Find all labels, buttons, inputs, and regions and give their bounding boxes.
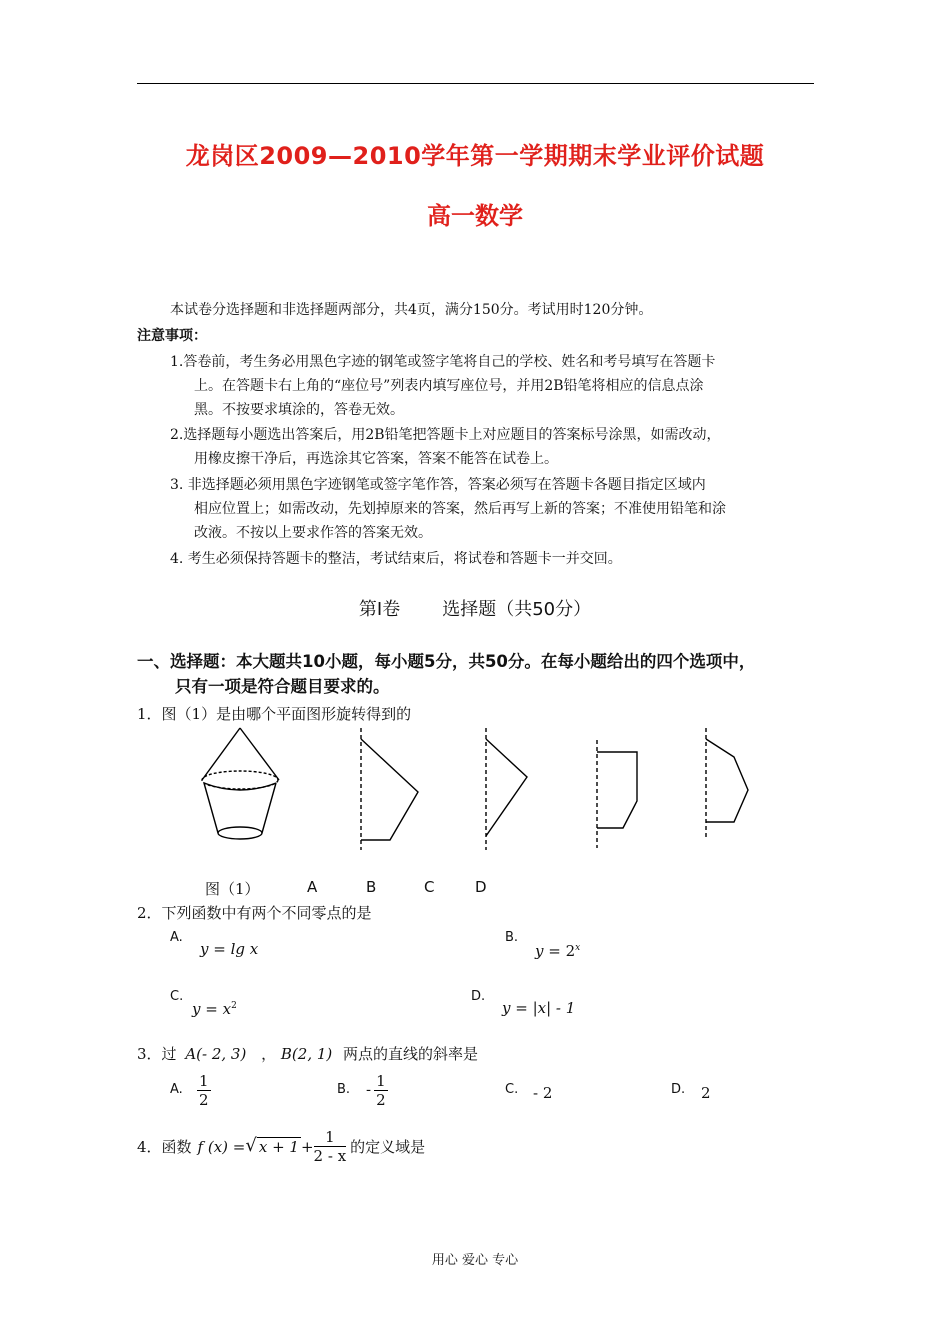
q2-option-b-formula [535,942,580,960]
fraction [197,1072,211,1109]
q3-option-a-label: A. [170,1082,183,1097]
formula-base: x [222,1000,232,1018]
q2-option-d-label: D. [471,989,486,1004]
q3-prefix: 3．过 [137,1045,177,1063]
notice-item-3-line-1: 3. 非选择题必须用黑色字迹钢笔或签字笔作答，答案必须写在答题卡各题目指定区域内 [170,477,706,493]
solid-figure-1 [202,728,279,839]
exam-title: 龙岗区2009—2010学年第一学期期末学业评价试题 [185,142,765,170]
notice-item-2-line-1: 2.选择题每小题选出答案后，用2B铅笔把答题卡上对应题目的答案标号涂黑，如需改动， [170,427,721,443]
q4-prefix: 4．函数 [137,1138,192,1156]
q2-option-c-formula [192,1000,237,1018]
section-heading [0,595,950,621]
subject-title: 高一数学 [427,202,523,230]
header-rule [137,83,814,84]
part-one-instructions-line-2: 只有一项是符合题目要求的。 [175,677,390,696]
fraction [374,1072,388,1109]
q3-option-c-value: - 2 [533,1084,553,1102]
notice-item-3-line-2: 相应位置上；如需改动，先划掉原来的答案，然后再写上新的答案；不准使用铅笔和涂 [194,501,726,517]
page-footer: 用心 爱心 专心 [431,1253,519,1268]
fraction-numerator: 1 [314,1128,347,1147]
section-part: 第Ⅰ卷 [358,599,401,620]
q3-point-b: B(2, 1) [280,1045,333,1063]
notice-item-1-line-1: 1.答卷前，考生务必用黑色字迹的钢笔或签字笔将自己的学校、姓名和考号填写在答题卡 [170,354,716,370]
notice-item-1-line-2: 上。在答题卡右上角的“座位号”列表内填写座位号，并用2B铅笔将相应的信息点涂 [194,378,704,394]
formula-exponent: 2 [231,1001,237,1011]
fraction-denominator: 2 - x [313,1147,347,1165]
q3-suffix: 两点的直线的斜率是 [343,1045,479,1063]
value-sign: - [366,1080,372,1099]
q2-option-a-formula [200,940,258,958]
formula-eq: = [200,1000,223,1018]
q1-label-a: A [307,878,318,896]
formula-rhs: |x| - 1 [532,999,576,1017]
q3-point-a: A(- 2, 3) [185,1045,247,1063]
q4-fraction [314,1128,347,1165]
formula-eq: = [510,999,533,1017]
formula-rhs: lg x [230,940,259,958]
notice-item-1-line-3: 黑。不按要求填涂的，答卷无效。 [194,402,404,418]
section-title: 选择题（共50分） [442,599,592,620]
formula-base: 2 [565,942,576,960]
sqrt-symbol: √ [245,1135,257,1156]
q3-comma: ， [261,1045,277,1063]
part-one-instructions-line-1: 一、选择题：本大题共10小题，每小题5分，共50分。在每小题给出的四个选项中， [137,652,756,671]
notice-item-4-line-1: 4. 考生必须保持答题卡的整洁，考试结束后，将试卷和答题卡一并交回。 [170,551,622,567]
q3-stem [137,1043,478,1064]
sqrt-body: x + 1 [258,1138,299,1156]
q1-figure-caption: 图（1） [205,880,260,898]
formula-eq: = [543,942,566,960]
q4-suffix: 的定义域是 [350,1138,426,1156]
q1-stem: 1．图（1）是由哪个平面图形旋转得到的 [137,705,412,723]
q4-stem [137,1128,425,1165]
formula-eq: = [208,940,231,958]
fraction-denominator: 2 [199,1091,209,1109]
q1-label-d: D [475,878,487,896]
notice-item-2-line-2: 用橡皮擦干净后，再选涂其它答案，答案不能答在试卷上。 [194,451,558,467]
q4-plus: + [300,1137,314,1156]
q3-option-b-label: B. [337,1082,351,1097]
intro-text: 本试卷分选择题和非选择题两部分，共4页，满分150分。考试用时120分钟。 [170,302,653,318]
formula-lhs: y [200,940,209,958]
q3-option-c-label: C. [505,1082,519,1097]
fraction-numerator: 1 [199,1072,209,1090]
formula-exponent: x [575,943,581,953]
option-b-shape [486,728,527,850]
formula-lhs: y [535,942,544,960]
notice-item-3-line-3: 改液。不按以上要求作答的答案无效。 [194,525,432,541]
q4-sqrt [245,1137,301,1156]
q2-option-d-formula [502,999,575,1017]
q3-option-d-value: 2 [701,1084,711,1102]
q3-option-a-value [197,1072,211,1109]
q3-option-d-label: D. [671,1082,686,1097]
option-a-shape [361,728,418,850]
fraction-numerator: 1 [376,1072,386,1090]
q1-label-c: C [424,878,435,896]
option-d-shape [706,728,748,838]
q3-option-b-value [366,1072,388,1109]
formula-lhs: y [192,1000,201,1018]
formula-lhs: y [502,999,511,1017]
fraction-denominator: 2 [376,1091,386,1109]
notice-heading: 注意事项： [137,328,207,344]
q1-label-b: B [366,878,377,896]
option-c-shape [597,740,637,848]
q2-option-b-label: B. [505,930,519,945]
q4-function: f (x) = [197,1137,246,1156]
q2-option-c-label: C. [170,989,184,1004]
q2-stem: 2．下列函数中有两个不同零点的是 [137,904,372,922]
q1-figures [0,718,950,858]
q2-option-a-label: A. [170,930,183,945]
